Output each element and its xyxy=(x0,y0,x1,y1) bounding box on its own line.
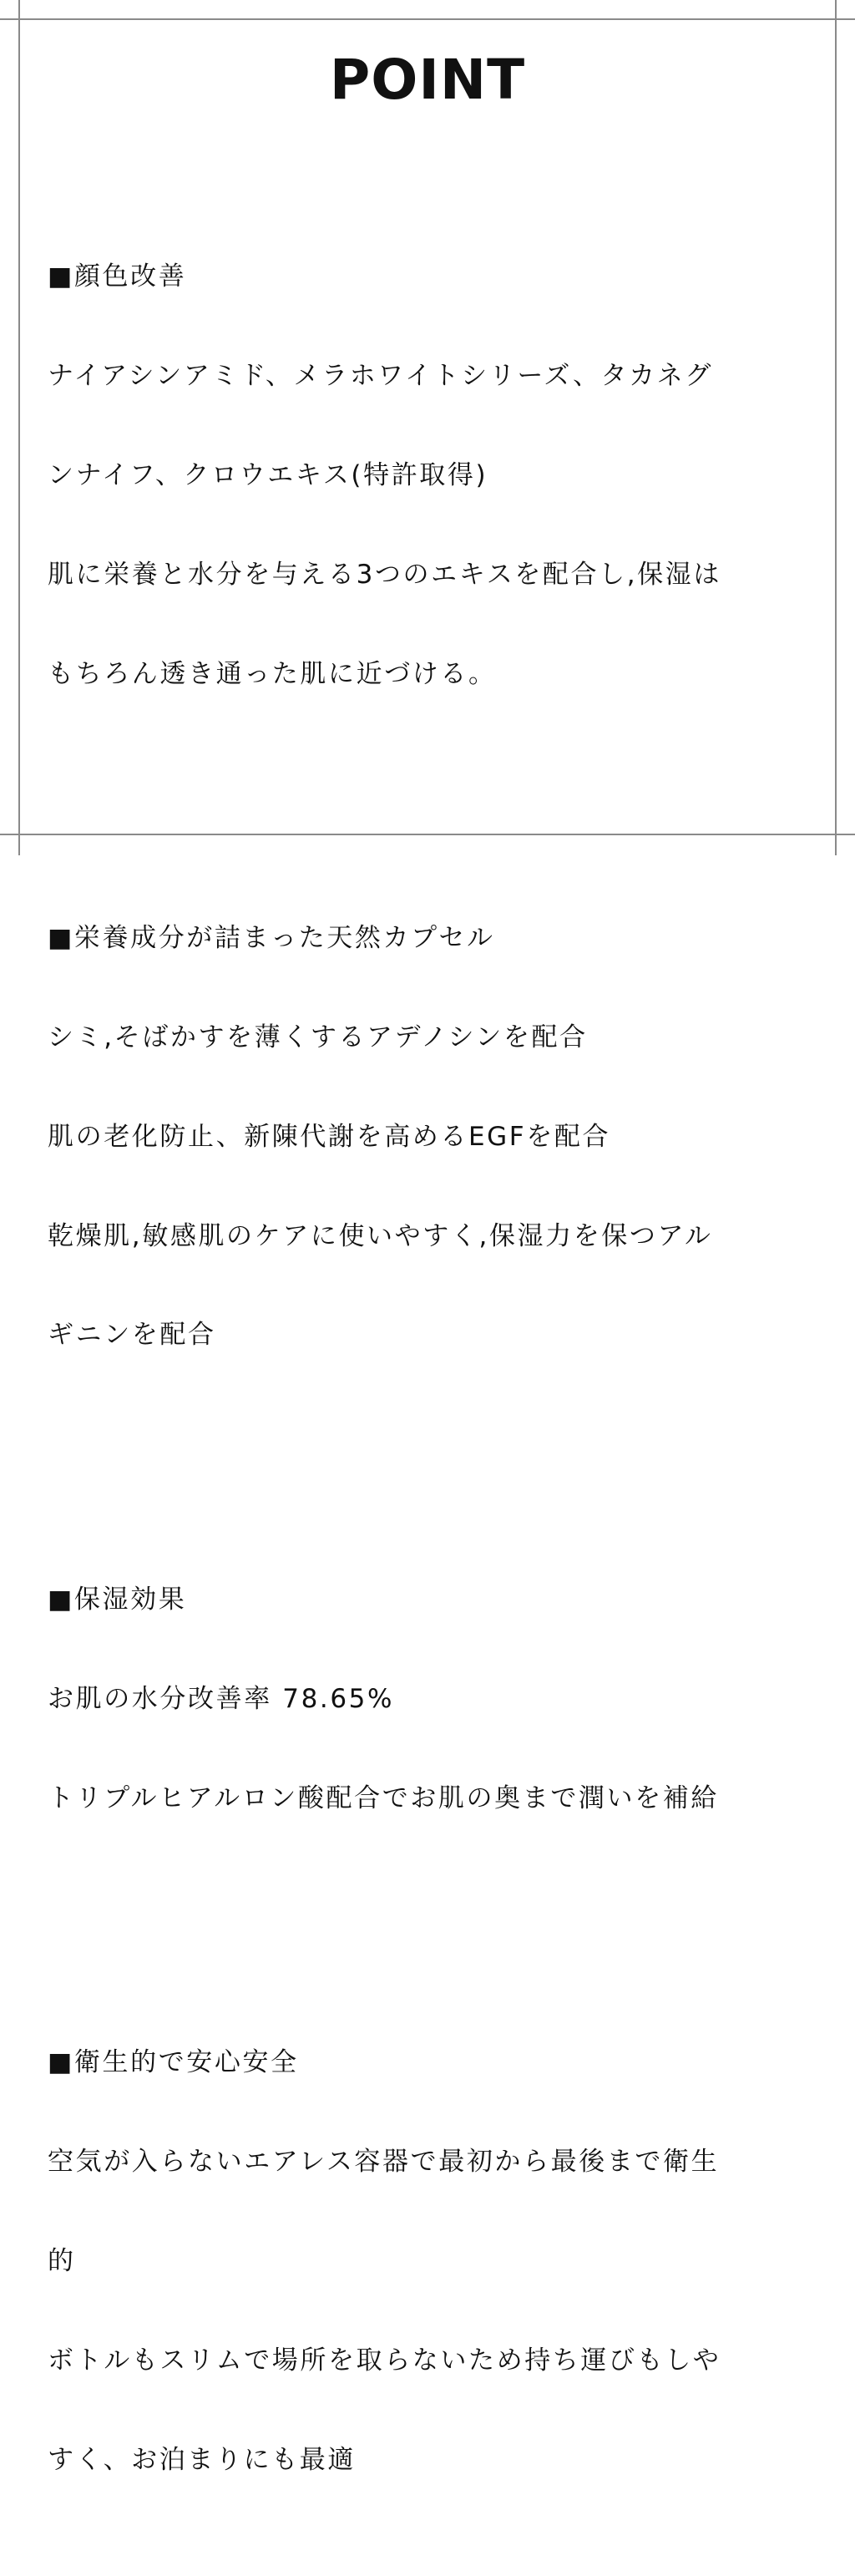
section-moisture xyxy=(48,1518,803,1882)
section-line: ナイアシンアミド、メラホワイトシリーズ、タカネグ xyxy=(48,361,713,392)
section-line: すく、お泊まりにも最適 xyxy=(48,2444,356,2475)
grid-line-right xyxy=(835,0,837,855)
section-skin-tone xyxy=(48,195,803,757)
grid-line-top xyxy=(0,18,855,20)
section-line: 的 xyxy=(48,2246,76,2276)
section-nutrient-capsule xyxy=(48,856,803,1418)
section-line: 乾燥肌,敏感肌のケアに使いやすく,保湿力を保つアル xyxy=(48,1220,713,1251)
section-heading: ■栄養成分が詰まった天然カプセル xyxy=(48,923,495,954)
section-hygiene xyxy=(48,1980,803,2543)
point-content xyxy=(48,129,803,2576)
section-line: トリプルヒアルロン酸配合でお肌の奥まで潤いを補給 xyxy=(48,1782,719,1813)
page-title: POINT xyxy=(329,48,526,112)
section-heading: ■保湿効果 xyxy=(48,1585,187,1615)
section-line: もちろん透き通った肌に近づける。 xyxy=(48,658,497,689)
section-heading: ■顔色改善 xyxy=(48,261,187,292)
section-line: 空気が入らないエアレス容器で最初から最後まで衛生 xyxy=(48,2147,720,2178)
section-heading: ■衛生的で安心安全 xyxy=(48,2047,299,2078)
grid-line-left xyxy=(18,0,20,855)
section-line: ンナイフ、クロウエキス(特許取得) xyxy=(48,459,488,490)
section-line: 肌に栄養と水分を与える3つのエキスを配合し,保湿は xyxy=(48,559,721,590)
section-line: シミ,そばかすを薄くするアデノシンを配合 xyxy=(48,1022,588,1053)
section-line: 肌の老化防止、新陳代謝を高めるEGFを配合 xyxy=(48,1121,611,1152)
section-line: お肌の水分改善率 78.65% xyxy=(48,1683,395,1714)
section-line: ボトルもスリムで場所を取らないため持ち運びもしや xyxy=(48,2345,721,2376)
section-line: ギニンを配合 xyxy=(48,1320,216,1351)
